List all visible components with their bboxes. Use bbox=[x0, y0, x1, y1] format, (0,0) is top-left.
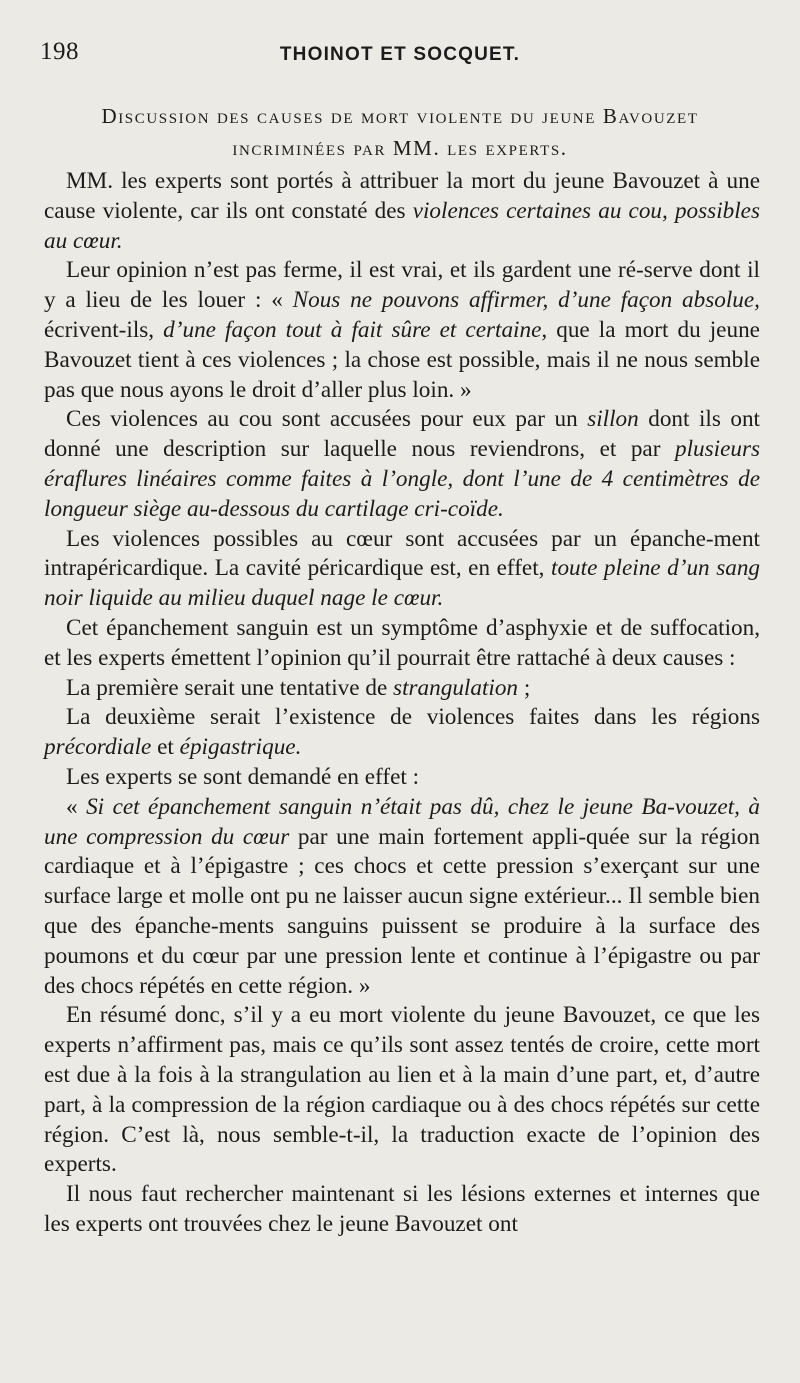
paragraph bbox=[44, 1180, 760, 1240]
italic-text: toute pleine d’un sang noir liquide au milieu duquel nage le cœur. bbox=[44, 555, 761, 612]
paragraph bbox=[44, 674, 760, 704]
paragraph bbox=[44, 1001, 760, 1180]
text-run: Les experts se sont demandé en effet : bbox=[66, 763, 420, 790]
text-run: Ces violences au cou sont accusées pour eux par un bbox=[66, 406, 588, 433]
paragraph bbox=[44, 614, 760, 674]
text-run: écrivent-ils, bbox=[44, 316, 164, 343]
italic-text: strangulation bbox=[393, 674, 519, 701]
text-run: La deuxième serait l’existence de violences faites dans les régions bbox=[66, 704, 760, 731]
italic-text: violences certaines au cou, possibles au cœur. bbox=[44, 197, 760, 254]
text-run: En résumé donc, s’il y a eu mort violente du jeune Bavouzet, ce que les experts n’affirment pas, mais ce qu’ils sont assez tentés de croire, cette mort est due à la fois à la strangulation au lien et à la main d’une part, et, d’autre part, à la compression de la région cardiaque ou à des chocs répétés sur cette région. C’est là, nous semble-t-il, la traduction exacte de l’opinion des experts. bbox=[44, 1002, 760, 1178]
paragraph bbox=[44, 525, 760, 614]
section-title bbox=[36, 100, 764, 164]
paragraph bbox=[44, 167, 760, 256]
italic-text: Si cet épanchement sanguin n’était pas dû, chez le jeune Ba-vouzet, à une compression du cœur bbox=[44, 793, 760, 850]
text-run: Leur opinion n’est pas ferme, il est vrai, et ils gardent une ré-serve dont il y a lieu de les louer : « bbox=[44, 257, 760, 314]
text-run: par une main fortement appli-quée sur la région cardiaque et à l’épigastre ; ces chocs et cette pression s’exerçant sur une surface large et molle ont pu ne laisser aucun signe extérieur... Il semble bien que des épanche-ments sanguins puissent se produire à la surface des poumons et du cœur par une pression lente et continue à l’épigastre ou par des chocs répétés en cette région. » bbox=[44, 823, 760, 999]
text-run: et bbox=[151, 734, 180, 761]
italic-text: Nous ne pouvons affirmer, d’une façon absolue, bbox=[292, 287, 760, 314]
text-run: Les violences possibles au cœur sont accusées par un épanche-ment intrapéricardique. La cavité péricardique est, en effet, bbox=[44, 525, 760, 582]
text-run: La première serait une tentative de bbox=[66, 674, 394, 701]
page-number: 198 bbox=[40, 38, 79, 65]
italic-text: précordiale bbox=[44, 734, 152, 761]
text-run: « bbox=[66, 793, 87, 820]
text-run: que la mort du jeune Bavouzet tient à ces violences ; la chose est possible, mais il ne nous semble pas que nous ayons le droit d’aller plus loin. » bbox=[44, 316, 760, 403]
paragraph bbox=[44, 793, 760, 1002]
text-run: ; bbox=[518, 674, 531, 701]
text-run: dont ils ont donné une description sur laquelle nous reviendrons, et par bbox=[44, 406, 760, 463]
paragraph bbox=[44, 703, 760, 763]
italic-text: plusieurs éraflures linéaires comme faites à l’ongle, dont l’une de 4 centimètres de longueur siège au-dessous du cartilage cri-coïde. bbox=[44, 436, 760, 522]
text-run: Cet épanchement sanguin est un symptôme d’asphyxie et de suffocation, et les experts émettent l’opinion qu’il pourrait être rattaché à deux causes : bbox=[44, 614, 760, 671]
page-header bbox=[40, 38, 760, 72]
body-text bbox=[44, 167, 760, 1240]
paragraph bbox=[44, 405, 760, 524]
section-title-line-2: incriminées par MM. les experts. bbox=[232, 136, 568, 160]
text-run: MM. les experts sont portés à attribuer la mort du jeune Bavouzet à une cause violente, car ils ont constaté des bbox=[44, 168, 760, 224]
running-head: THOINOT ET SOCQUET. bbox=[279, 44, 521, 65]
italic-text: épigastrique. bbox=[179, 734, 302, 761]
italic-text: sillon bbox=[587, 406, 639, 433]
paragraph bbox=[44, 256, 760, 405]
section-title-line-1: Discussion des causes de mort violente du jeune Bavouzet bbox=[101, 104, 699, 128]
text-run: Il nous faut rechercher maintenant si les lésions externes et internes que les experts ont trouvées chez le jeune Bavouzet ont bbox=[44, 1181, 760, 1237]
paragraph bbox=[44, 763, 760, 793]
italic-text: d’une façon tout à fait sûre et certaine, bbox=[163, 316, 548, 343]
